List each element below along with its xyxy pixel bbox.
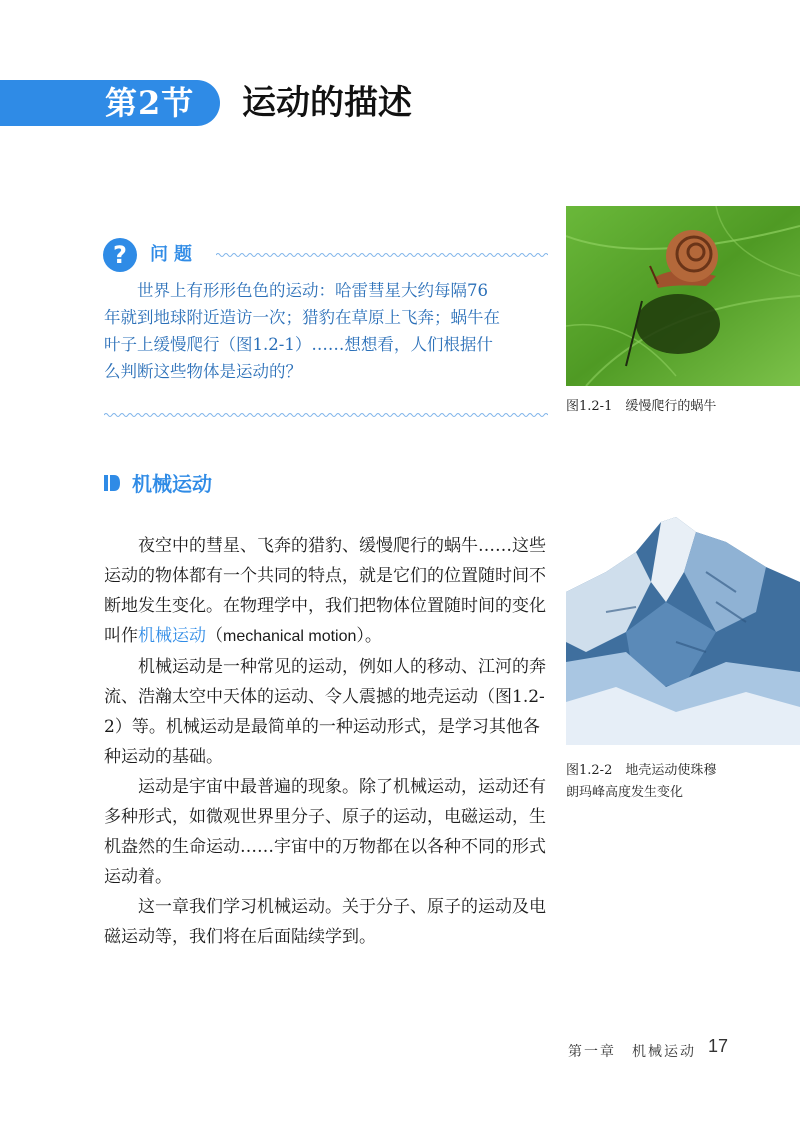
footer-chapter: 第一章 机械运动	[568, 1044, 696, 1060]
paragraph: 运动是宇宙中最普遍的现象。除了机械运动，运动还有多种形式，如微观世界里分子、原子的运动，电磁运动，生机盎然的生命运动……宇宙中的万物都在以各种不同的形式运动着。	[104, 777, 546, 887]
body-text	[104, 531, 550, 952]
paragraph	[104, 531, 550, 652]
term-mechanical-motion: 机械运动	[138, 626, 206, 646]
p1-paren-open: （	[206, 626, 223, 646]
question-line: 叶子上缓慢爬行（图1.2-1）……想想看，人们根据什	[104, 335, 493, 354]
question-line: 世界上有形形色色的运动：哈雷彗星大约每隔76	[137, 281, 488, 300]
figure2-caption-line2: 朗玛峰高度发生变化	[566, 785, 684, 800]
wave-divider-bottom	[104, 412, 548, 418]
question-icon: ?	[103, 238, 137, 272]
figure1-caption: 图1.2-1 缓慢爬行的蜗牛	[566, 399, 717, 414]
snail-photo	[566, 206, 800, 386]
section-title: 运动的描述	[242, 83, 412, 123]
everest-photo	[566, 512, 800, 745]
page-number: 17	[707, 1036, 728, 1056]
paragraph: 这一章我们学习机械运动。关于分子、原子的运动及电磁运动等，我们将在后面陆续学到。	[104, 897, 546, 947]
figure2-caption-line1: 图1.2-2 地壳运动使珠穆	[566, 763, 717, 778]
wave-divider-top	[216, 252, 548, 258]
heading-marker-icon	[104, 474, 120, 492]
question-text	[104, 277, 549, 385]
question-label: 问题	[150, 244, 198, 265]
p1-paren-close: ）。	[356, 626, 382, 646]
paragraph: 机械运动是一种常见的运动，例如人的移动、江河的奔流、浩瀚太空中天体的运动、令人震撼的地壳运动（图1.2-2）等。机械运动是最简单的一种运动形式，是学习其他各种运动的基础。	[104, 657, 546, 767]
section-number: 第2节	[105, 84, 195, 122]
question-line: 么判断这些物体是运动的？	[104, 362, 302, 381]
question-line: 年就到地球附近造访一次；猎豹在草原上飞奔；蜗牛在	[104, 308, 500, 327]
heading-title: 机械运动	[132, 472, 212, 496]
p1-text: 夜空中的彗星、飞奔的猎豹、缓慢爬行的蜗牛……这些运动的物体都有一个共同的特点，就是它们的位置随时间不断地发生变化。在物理学中，我们把物体位置随时间的变化叫作	[104, 536, 546, 646]
term-english: mechanical motion	[223, 628, 357, 645]
